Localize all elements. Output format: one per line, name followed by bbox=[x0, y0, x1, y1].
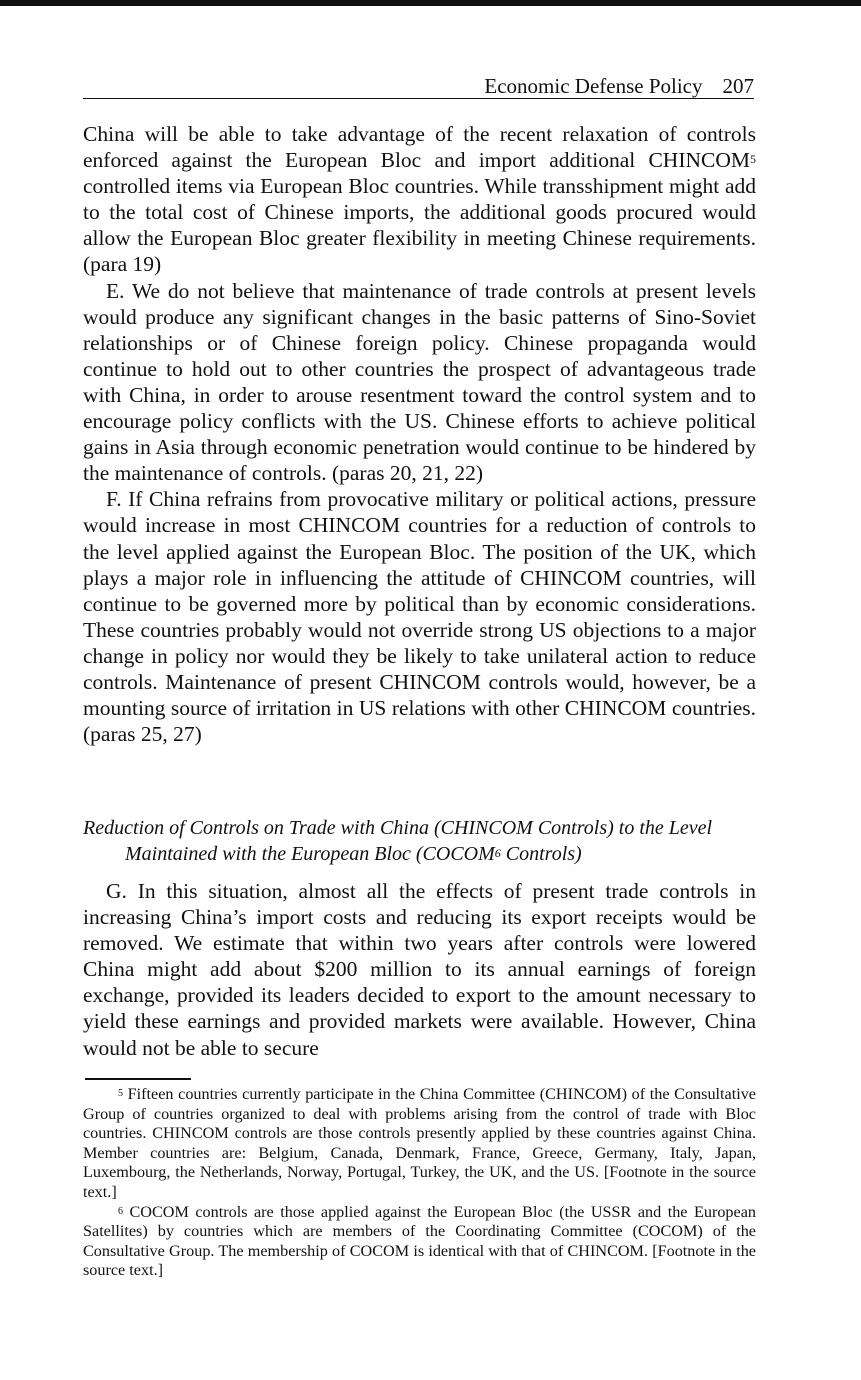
paragraph-text: China will be able to take advantage of the recent relaxation of controls enforced against the European Bloc and import additional CHINCOM bbox=[83, 122, 756, 173]
footnote-ref-5: 5 bbox=[750, 152, 756, 167]
paragraph-g: G. In this situation, almost all the effects of present trade controls in increasing China’s import costs and reducing its export receipts would be removed. We estimate that within two years after controls were lowered China might add about $200 million to its annual earnings of foreign exchange, provided its leaders decided to export to the amount necessary to yield these earnings and provided markets were available. However, China would not be able to secure bbox=[83, 879, 756, 1060]
paragraph-f: F. If China refrains from provocative military or political actions, pressure would increase in most CHINCOM countries for a reduction of controls to the level applied against the European Bloc. The position of the UK, which plays a major role in influencing the attitude of CHINCOM countries, will continue to be governed more by political than by economic considerations. These countries probably would not override strong US objections to a major change in policy nor would they be likely to take unilateral action to reduce controls. Maintenance of present CHINCOM controls would, however, be a mounting source of irritation in US relations with other CHINCOM countries. (paras 25, 27) bbox=[83, 487, 756, 747]
footnote-number: 5 bbox=[118, 1088, 123, 1099]
footnote-text: COCOM controls are those applied against the European Bloc (the USSR and the European Satellites) by countries which are members of the Coordinating Committee (COCOM) of the Consultative Group. The membership of COCOM is identical with that of CHINCOM. [Footnote in the source text.] bbox=[83, 1202, 756, 1280]
footnotes bbox=[83, 1085, 756, 1281]
paragraph-continued bbox=[83, 121, 756, 278]
main-text bbox=[83, 121, 756, 747]
footnote-text: Fifteen countries currently participate in the China Committee (CHINCOM) of the Consultative Group of countries organized to deal with problems arising from the control of trade with Bloc countries. CHINCOM controls are those controls presently applied by these countries against China. Member countries are: Belgium, Canada, Denmark, France, Greece, Germany, Italy, Japan, Luxembourg, the Netherlands, Norway, Portugal, Turkey, the UK, and the US. [Footnote in the source text.] bbox=[83, 1085, 756, 1201]
page-number: 207 bbox=[722, 74, 754, 98]
footnote-divider bbox=[85, 1078, 191, 1080]
footnote-5 bbox=[83, 1085, 756, 1203]
main-text-2 bbox=[83, 878, 756, 1061]
footnote-number: 6 bbox=[118, 1205, 123, 1217]
paragraph-e: E. We do not believe that maintenance of trade controls at present levels would produce any significant changes in the basic patterns of Sino-Soviet relationships or of Chinese foreign policy. Chinese propaganda would continue to hold out to other countries the prospect of advantageous trade with China, in order to arouse resentment toward the control system and to encourage policy conflicts with the US. Chinese efforts to achieve political gains in Asia through economic penetration would continue to be hindered by the maintenance of controls. (paras 20, 21, 22) bbox=[83, 278, 756, 486]
running-header bbox=[83, 74, 754, 99]
running-title: Economic Defense Policy bbox=[484, 74, 703, 98]
subheading-text: Reduction of Controls on Trade with China (CHINCOM Controls) to the Level Maintained with the European Bloc (COCOM bbox=[83, 817, 713, 865]
section-subheading bbox=[83, 815, 756, 867]
footnote-6 bbox=[83, 1203, 756, 1281]
page-top-edge bbox=[0, 0, 861, 6]
subheading-text-end: Controls) bbox=[500, 843, 582, 865]
paragraph-text: controlled items via European Bloc countries. While transshipment might add to the total cost of Chinese imports, the additional goods procured would allow the European Bloc greater flexibility in meeting Chinese requirements. (para 19) bbox=[83, 174, 756, 277]
footnote-ref-6: 6 bbox=[494, 846, 501, 860]
